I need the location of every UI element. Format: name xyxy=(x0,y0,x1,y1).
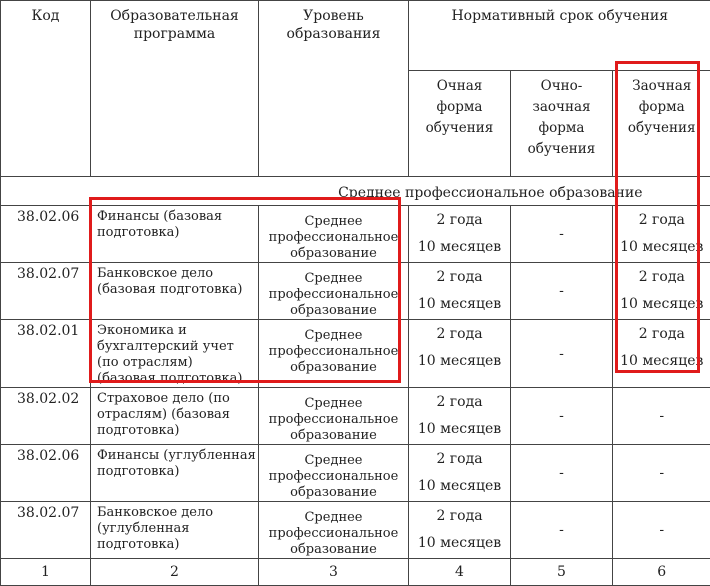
program-name: Финансы (углубленная подготовка) xyxy=(91,445,259,502)
program-code: 38.02.06 xyxy=(1,206,91,263)
part-time-duration: - xyxy=(511,206,613,263)
full-time-duration: 2 года 10 месяцев xyxy=(409,320,511,388)
table-row xyxy=(1,388,710,445)
program-name: Финансы (базовая подготовка) xyxy=(91,206,259,263)
column-numbers-row xyxy=(1,559,710,586)
header-full-time: Очная форма обучения xyxy=(409,71,511,177)
part-time-duration: - xyxy=(511,320,613,388)
program-name: Банковское дело (углубленная подготовка) xyxy=(91,502,259,559)
program-code: 38.02.07 xyxy=(1,263,91,320)
section-title: Среднее профессиональное образование xyxy=(1,177,710,206)
column-number: 2 xyxy=(91,559,259,586)
program-code: 38.02.02 xyxy=(1,388,91,445)
header-part-time: Очно- заочная форма обучения xyxy=(511,71,613,177)
header-row xyxy=(1,1,710,71)
column-number: 3 xyxy=(259,559,409,586)
program-name: Экономика и бухгалтерский учет (по отраслям) (базовая подготовка) xyxy=(91,320,259,388)
full-time-duration: 2 года 10 месяцев xyxy=(409,502,511,559)
header-correspondence: Заочная форма обучения xyxy=(613,71,710,177)
table-row xyxy=(1,263,710,320)
education-level: Среднее профессиональное образование xyxy=(259,206,409,263)
column-number: 1 xyxy=(1,559,91,586)
column-number: 4 xyxy=(409,559,511,586)
program-name: Банковское дело (базовая подготовка) xyxy=(91,263,259,320)
table-row xyxy=(1,206,710,263)
education-level: Среднее профессиональное образование xyxy=(259,263,409,320)
education-level: Среднее профессиональное образование xyxy=(259,502,409,559)
full-time-duration: 2 года 10 месяцев xyxy=(409,445,511,502)
education-level: Среднее профессиональное образование xyxy=(259,445,409,502)
full-time-duration: 2 года 10 месяцев xyxy=(409,206,511,263)
column-number: 6 xyxy=(613,559,710,586)
header-code: Код xyxy=(1,1,91,177)
header-program: Образовательная программа xyxy=(91,1,259,177)
education-level: Среднее профессиональное образование xyxy=(259,320,409,388)
section-row xyxy=(1,177,710,206)
full-time-duration: 2 года 10 месяцев xyxy=(409,388,511,445)
correspondence-duration: 2 года 10 месяцев xyxy=(613,206,710,263)
header-level: Уровень образования xyxy=(259,1,409,177)
program-name: Страховое дело (по отраслям) (базовая подготовка) xyxy=(91,388,259,445)
correspondence-duration: - xyxy=(613,388,710,445)
correspondence-duration: - xyxy=(613,502,710,559)
correspondence-duration: - xyxy=(613,445,710,502)
program-code: 38.02.07 xyxy=(1,502,91,559)
header-duration: Нормативный срок обучения xyxy=(409,1,710,71)
part-time-duration: - xyxy=(511,388,613,445)
part-time-duration: - xyxy=(511,502,613,559)
table-row xyxy=(1,445,710,502)
correspondence-duration: 2 года 10 месяцев xyxy=(613,263,710,320)
part-time-duration: - xyxy=(511,263,613,320)
table-row xyxy=(1,502,710,559)
column-number: 5 xyxy=(511,559,613,586)
full-time-duration: 2 года 10 месяцев xyxy=(409,263,511,320)
program-code: 38.02.01 xyxy=(1,320,91,388)
education-level: Среднее профессиональное образование xyxy=(259,388,409,445)
program-code: 38.02.06 xyxy=(1,445,91,502)
part-time-duration: - xyxy=(511,445,613,502)
table-row xyxy=(1,320,710,388)
correspondence-duration: 2 года 10 месяцев xyxy=(613,320,710,388)
